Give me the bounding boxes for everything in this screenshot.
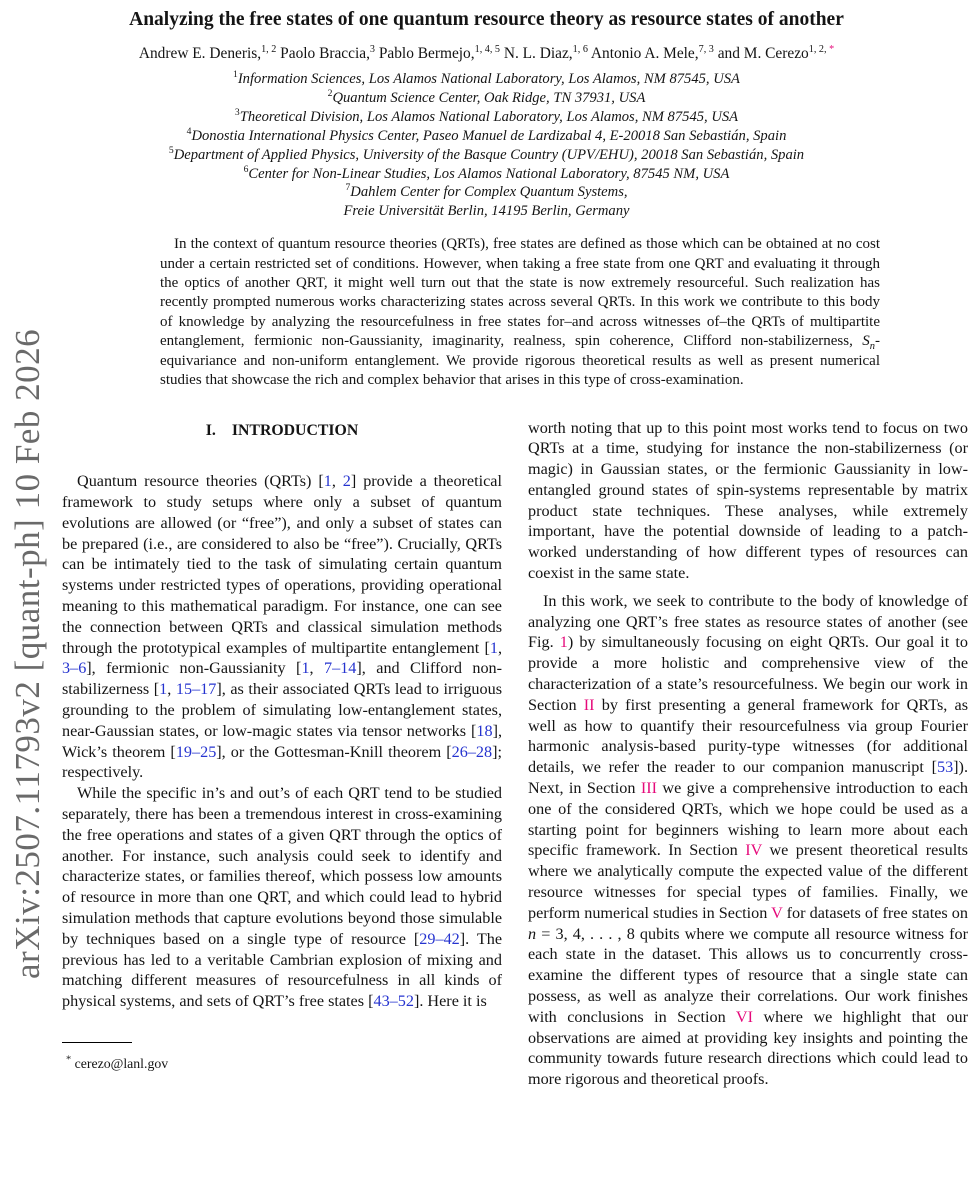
- section-number: I.: [205, 421, 216, 439]
- text-run: ,: [167, 680, 176, 699]
- text-run: While the specific in’s and out’s of each QRT tend to be studied separately, there has been a tremendous interest in cross-examining the free operations and states of a given QRT through the optics of another. For instance, such analysis could seek to identify and characterize states, or families thereof, which possess low amounts of resource in more than one QRT, and which could lead to hybrid simulation methods that capture evolutions beyond those simulable by techniques based on a single type of resource [: [62, 784, 502, 948]
- section-ref-link[interactable]: II: [583, 695, 595, 714]
- two-column-body: [62, 418, 968, 1091]
- affiliation-superscript: 1, 4, 5: [474, 43, 500, 55]
- citation-link[interactable]: 43–52: [373, 992, 414, 1011]
- footnote-marker: *: [66, 1054, 72, 1066]
- text-run: ) by simultaneously focusing on eight QRTs. Our goal it to provide a more holistic and comprehensive view of the characterization of a state’s resourcefulness. We begin our work in Section: [528, 633, 968, 714]
- text-run: worth noting that up to this point most works tend to focus on two QRTs at a time, studying for instance the non-stabilizerness (or magic) in Gaussian states, or the fermionic Gaussianity in low-entangled ground states of spin-systems representable by matrix product state techniques. These analyses, while extremely important, have the potential downside of leading to a patch-worked understanding of how different types of resources can coexist in the same state.: [528, 418, 968, 583]
- body-paragraph: [528, 418, 968, 584]
- text-run: ], as their associated QRTs lead to irriguous grounding to the problem of simulating low-entanglement states, near-Gaussian states, or low-magic states via tensor networks [: [62, 680, 503, 740]
- affiliation-line: [0, 108, 973, 127]
- affiliation-superscript: 1: [233, 69, 238, 81]
- text-run: ], or the Gottesman-Knill theorem [: [216, 742, 452, 761]
- affiliation-superscript: 6: [243, 163, 249, 175]
- affiliation-superscript: 7, 3: [698, 43, 714, 55]
- citation-link[interactable]: 1: [301, 659, 310, 678]
- section-title: INTRODUCTION: [231, 421, 359, 439]
- citation-link[interactable]: 2: [342, 472, 351, 491]
- affiliation-line: [0, 165, 973, 184]
- text-run: ], Wick’s theorem [: [62, 721, 502, 761]
- affiliation-text: Theoretical Division, Los Alamos National Laboratory, Los Alamos, NM 87545, USA: [239, 108, 739, 125]
- affiliation-superscript: 3: [234, 106, 240, 118]
- text-run: Antonio A. Mele,: [587, 45, 699, 62]
- affiliation-block: [0, 70, 973, 221]
- section-ref-link[interactable]: VI: [735, 1007, 753, 1026]
- affiliation-text: Information Sciences, Los Alamos National Laboratory, Los Alamos, NM 87545, USA: [237, 71, 740, 87]
- footnote-rule: [62, 1042, 132, 1043]
- text-run: ] provide a theoretical framework to study setups where only a subset of quantum evolutions are allowed (or “free”), and only a subset of states can be prepared (i.e., are considered to also be “free”). Crucially, QRTs can be intimately tied to the task of simulating certain quantum systems under restricted types of operations, providing operational meaning to this mathematical paradigm. For instance, one can see the connection between QRTs and classical simulation methods through the prototypical examples of multipartite entanglement [: [62, 472, 502, 657]
- citation-link[interactable]: 1: [159, 680, 168, 699]
- body-paragraph: [528, 591, 968, 1090]
- affiliation-superscript: 1, 2,: [808, 43, 830, 55]
- text-run: we present theoretical results where we analytically compute the expected value of the different resource witnesses for special types of families. Finally, we perform numerical studies in Section: [528, 841, 968, 922]
- text-run: Paolo Braccia,: [276, 45, 370, 62]
- text-run: Pablo Bermejo,: [375, 45, 475, 62]
- text-run: ], and Clifford non-stabilizerness [: [62, 659, 503, 699]
- abstract-text: [160, 235, 880, 390]
- text-run: ]). Next, in Section: [528, 758, 968, 798]
- citation-link[interactable]: 1: [323, 472, 332, 491]
- citation-link[interactable]: 3–6: [62, 659, 87, 678]
- text-run: and M. Cerezo: [713, 45, 809, 62]
- citation-link[interactable]: 29–42: [419, 929, 460, 948]
- text-run: N. L. Diaz,: [500, 45, 573, 62]
- text-run: ,: [309, 659, 325, 678]
- math-symbol: n: [528, 924, 537, 943]
- section-ref-link[interactable]: IV: [745, 841, 763, 860]
- text-run: ]; respectively.: [62, 742, 502, 782]
- right-column: [528, 418, 968, 1091]
- citation-link[interactable]: 18: [476, 721, 493, 740]
- affiliation-line: [0, 146, 973, 165]
- text-run: for datasets of free states on: [782, 903, 968, 922]
- affiliation-text: Donostia International Physics Center, Paseo Manuel de Lardizabal 4, E-20018 San Sebastián, Spain: [191, 127, 787, 144]
- left-column: [62, 418, 502, 1091]
- affiliation-superscript: 7: [345, 182, 351, 194]
- text-run: ], fermionic non-Gaussianity [: [86, 659, 302, 678]
- affiliation-line: [0, 70, 973, 89]
- math-subscript: n: [869, 341, 875, 353]
- affiliation-superscript: 5: [168, 144, 174, 156]
- affiliation-superscript: 1, 2: [261, 43, 277, 55]
- corresponding-author-footnote: [62, 1054, 502, 1075]
- affiliation-line: [0, 183, 973, 202]
- affiliation-text: Center for Non-Linear Studies, Los Alamos National Laboratory, 87545 NM, USA: [248, 165, 730, 182]
- intro-paragraph: [62, 471, 502, 783]
- text-run: ]. Here it is: [413, 992, 487, 1011]
- citation-link[interactable]: 19–25: [175, 742, 217, 761]
- affiliation-superscript: 2: [327, 88, 333, 100]
- citation-link[interactable]: 15–17: [175, 680, 217, 699]
- math-symbol: S: [862, 333, 870, 350]
- paper-title: Analyzing the free states of one quantum resource theory as resource states of another: [129, 9, 844, 30]
- text-run: ,: [497, 638, 502, 657]
- arxiv-watermark: arXiv:2507.11793v2 [quant-ph] 10 Feb 2026: [8, 328, 47, 979]
- intro-paragraph: [62, 783, 502, 1012]
- section-ref-link[interactable]: III: [640, 779, 657, 798]
- author-line: [0, 45, 973, 63]
- text-run: In this work, we seek to contribute to the body of knowledge of analyzing one QRT’s free states as resource states of another (see Fig.: [528, 591, 968, 652]
- text-run: we give a comprehensive introduction to each one of the considered QRTs, which we hope could be used as a starting point for beginners wishing to learn more about each specific framework. In Section: [528, 779, 968, 860]
- affiliation-text: Dahlem Center for Complex Quantum Systems,: [350, 184, 628, 201]
- affiliation-superscript: 1, 6: [572, 43, 588, 55]
- section-heading-introduction: [62, 421, 502, 442]
- text-run: = 3, 4, . . . , 8 qubits where we compute all resource witness for each state in the dataset. This allows us to concurrently cross-examine the different types of resource that a single state can possess, as well as analyze their correlations. Our work finishes with conclusions in Section: [528, 924, 968, 1026]
- citation-link[interactable]: 26–28: [451, 742, 493, 761]
- affiliation-line: [0, 89, 973, 108]
- text-run: ,: [331, 472, 343, 491]
- text-run: -equivariance and non-uniform entanglement. We provide rigorous theoretical results as well as present numerical studies that showcase the rich and complex behavior that arises in this type of cross-examination.: [160, 333, 880, 389]
- affiliation-text: Quantum Science Center, Oak Ridge, TN 37931, USA: [332, 89, 646, 106]
- section-ref-link[interactable]: 1: [559, 633, 568, 652]
- email-link[interactable]: cerezo@lanl.gov: [71, 1056, 169, 1072]
- citation-link[interactable]: 1: [489, 638, 498, 657]
- citation-link[interactable]: 7–14: [324, 659, 357, 678]
- section-ref-link[interactable]: V: [771, 903, 783, 922]
- affiliation-text: Freie Universität Berlin, 14195 Berlin, Germany: [343, 203, 630, 220]
- affiliation-line: [0, 202, 973, 221]
- corresponding-author-star[interactable]: *: [829, 43, 835, 55]
- text-run: where we highlight that our observations are aimed at providing key insights and pointing the community towards future research directions which could lead to more rigorous and theoretical proofs.: [528, 1007, 968, 1089]
- affiliation-line: [0, 127, 973, 146]
- text-run: Quantum resource theories (QRTs) [: [77, 472, 324, 491]
- affiliation-text: Department of Applied Physics, University of the Basque Country (UPV/EHU), 20018 San Sebastián, Spain: [173, 146, 805, 163]
- text-run: Andrew E. Deneris,: [138, 45, 262, 62]
- citation-link[interactable]: 53: [936, 758, 954, 777]
- text-run: ]. The previous has led to a veritable Cambrian explosion of mixing and matching different measures of resourcefulness in all kinds of physical systems, and sets of QRT’s free states [: [62, 929, 503, 1011]
- affiliation-superscript: 4: [186, 125, 192, 137]
- affiliation-superscript: 3: [369, 43, 375, 55]
- text-run: by first presenting a general framework for QRTs, as well as how to quantify their resourcefulness via group Fourier harmonic analysis-based purity-type witnesses (for additional details, we refer the reader to our companion manuscript [: [528, 695, 968, 777]
- text-run: In the context of quantum resource theories (QRTs), free states are defined as those which can be obtained at no cost under a certain restricted set of conditions. However, when taking a free state from one QRT and evaluating it through the optics of another QRT, it might well turn out that the state is now extremely resourceful. Such realization has recently prompted numerous works characterizing states across several QRTs. In this work we contribute to this body of knowledge by analyzing the resourcefulness in free states for–and across witnesses of–the QRTs of multipartite entanglement, fermionic non-Gaussianity, imaginarity, realness, spin coherence, Clifford non-stabilizerness,: [160, 236, 880, 350]
